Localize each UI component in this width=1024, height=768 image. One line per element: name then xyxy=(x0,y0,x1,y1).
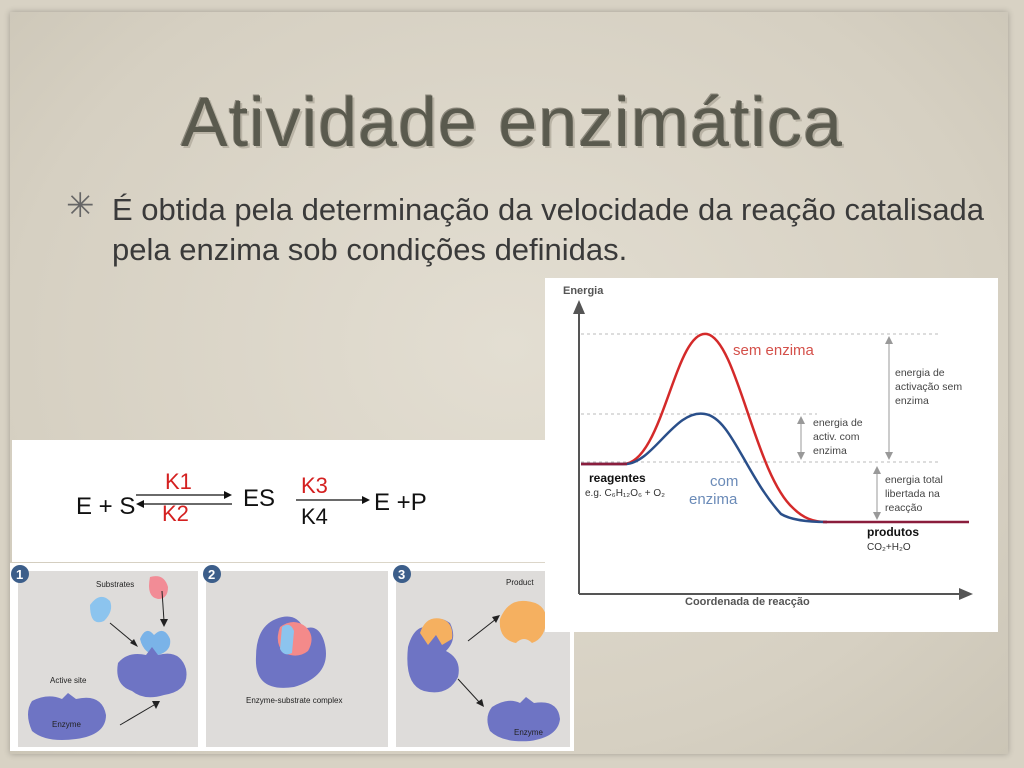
annotation-total-2: libertada na xyxy=(885,488,940,500)
arrowhead-forward-2 xyxy=(362,496,370,504)
energy-diagram-panel xyxy=(545,278,998,632)
rate-constant-k1: K1 xyxy=(165,469,192,494)
step-3-number: 3 xyxy=(398,567,406,582)
step-3-enzyme-label: Enzyme xyxy=(514,728,543,737)
complex-substrate-blue xyxy=(280,625,294,655)
equation-right: E +P xyxy=(374,489,427,516)
annotation-without-1: energia de xyxy=(895,367,945,379)
annotation-with-1: energia de xyxy=(813,417,863,429)
bracket-with-bottom xyxy=(797,452,805,460)
bracket-without-top xyxy=(885,336,893,344)
annotation-without-2: activação sem xyxy=(895,381,963,393)
energy-axis-label: Energia xyxy=(563,285,604,297)
label-with-enzyme-1: com xyxy=(710,473,739,490)
energy-axis-arrowhead xyxy=(573,300,585,314)
step-1-active-site-label: Active site xyxy=(50,676,87,685)
reagents-label: reagentes xyxy=(589,471,646,485)
label-with-enzyme-2: enzima xyxy=(689,491,738,508)
enzyme-step-1-bottom xyxy=(28,693,106,740)
step-1-number: 1 xyxy=(16,567,24,582)
reaction-coordinate-label: Coordenada de reacção xyxy=(685,596,810,608)
step-2-number: 2 xyxy=(208,567,216,582)
arrowhead-forward-1 xyxy=(224,491,232,499)
rate-constant-k3: K3 xyxy=(301,473,328,498)
annotation-total-1: energia total xyxy=(885,474,943,486)
products-label: produtos xyxy=(867,525,919,539)
rate-constant-k2: K2 xyxy=(162,501,189,526)
rate-constant-k4: K4 xyxy=(301,504,328,529)
enzyme-steps-panel xyxy=(10,563,574,751)
bracket-without-bottom xyxy=(885,452,893,460)
annotation-with-2: activ. com xyxy=(813,431,860,443)
products-example: CO₂+H₂O xyxy=(867,542,911,553)
annotation-with-3: enzima xyxy=(813,445,847,457)
annotation-without-3: enzima xyxy=(895,395,929,407)
step-2-complex-label: Enzyme-substrate complex xyxy=(246,696,343,705)
bracket-total-top xyxy=(873,466,881,474)
bullet-text: É obtida pela determinação da velocidade da reação catalisada pela enzima sob condições definidas. xyxy=(112,192,985,267)
reaction-coordinate-arrowhead xyxy=(959,588,973,600)
label-without-enzyme: sem enzima xyxy=(733,342,814,359)
bracket-total-bottom xyxy=(873,512,881,520)
step-3-product-label: Product xyxy=(506,578,534,587)
equation-middle: ES xyxy=(243,485,276,512)
annotation-total-3: reacção xyxy=(885,502,923,514)
step-1-substrates-label: Substrates xyxy=(96,580,135,589)
bullet-star-icon: ✳ xyxy=(66,187,95,225)
bracket-with-top xyxy=(797,416,805,424)
equation-panel xyxy=(12,440,545,562)
reagents-example: e.g. C₆H₁₂O₆ + O₂ xyxy=(585,488,666,499)
slide-title: Atividade enzimática xyxy=(181,83,843,161)
arrowhead-reverse-1 xyxy=(136,500,144,508)
equation-left: E + S xyxy=(76,493,136,520)
step-1-enzyme-label: Enzyme xyxy=(52,720,81,729)
